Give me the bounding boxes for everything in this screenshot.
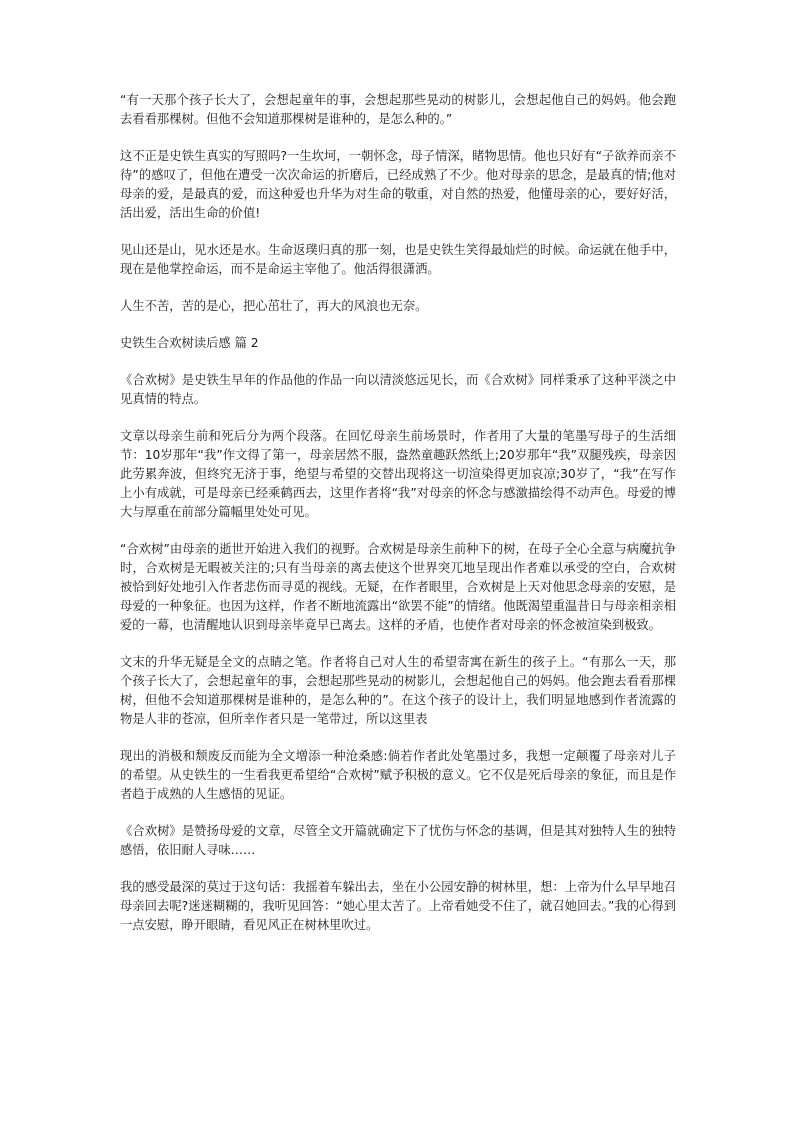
paragraph-two-sections: 文章以母亲生前和死后分为两个段落。在回忆母亲生前场景时，作者用了大量的笔墨写母子的生活细节：10岁那年“我”作文得了第一，母亲居然不服，盎然童趣跃然纸上;20岁那年“我”双腿残疾，母亲因此劳累奔波，但终究无济于事，绝望与希望的交替出现将这一切渲染得更加哀凉;30岁了，“我”在写作上小有成就，可是母亲已经乘鹤西去，这里作者将“我”对母亲的怀念与感激描绘得不动声色。母爱的博大与厚重在前部分篇幅里处处可见。 [120, 429, 676, 519]
paragraph-tree-enters-view: “合欢树”由母亲的逝世开始进入我们的视野。合欢树是母亲生前种下的树，在母子全心全意与病魔抗争时，合欢树是无暇被关注的;只有当母亲的离去使这个世界突兀地呈现出作者难以承受的空白，合欢树被恰到好处地引入作者悲伤而寻觅的视线。无疑，在作者眼里，合欢树是上天对他思念母亲的安慰，是母爱的一种象征。也因为这样，作者不断地流露出“欲罢不能”的情绪。他既渴望重温昔日与母亲相亲相爱的一幕，也清醒地认识到母亲毕竟早已离去。这样的矛盾，也使作者对母亲的怀念被渲染到极致。 [120, 542, 676, 632]
paragraph-intro-hehuanshu: 《合欢树》是史铁生早年的作品他的作品一向以清淡悠远见长，而《合欢树》同样秉承了这种平淡之中见真情的特点。 [120, 373, 676, 406]
paragraph-portrayal: 这不正是史铁生真实的写照吗?一生坎坷，一朝怀念，母子情深，睹物思情。他也只好有“子欲养而亲不待”的感叹了，但他在遭受一次次命运的折磨后，已经成熟了不少。他对母亲的思念，是最真的情;他对母亲的爱，是最真的爱，而这种爱也升华为对生命的敬重，对自然的热爱，他懂母亲的心，要好好活，活出爱，活出生命的价值! [120, 149, 676, 220]
paragraph-ending-sublimation: 文末的升华无疑是全文的点睛之笔。作者将自己对人生的希望寄寓在新生的孩子上。“有那么一天，那个孩子长大了，会想起童年的事，会想起那些晃动的树影儿，会想起他自己的妈妈。他会跑去看看那棵树，但他不会知道那棵树是谁种的，是怎么种的”。在这个孩子的设计上，我们明显地感到作者流露的物是人非的苍凉，但所幸作者只是一笔带过，所以这里表 [120, 655, 676, 726]
section-heading: 史铁生合欢树读后感 篇 2 [120, 336, 259, 350]
paragraph-mountain-water: 见山还是山，见水还是水。生命返璞归真的那一刻，也是史铁生笑得最灿烂的时候。命运就在他手中，现在是他掌控命运，而不是命运主宰他了。他活得很潇洒。 [120, 243, 676, 276]
document-page [120, 91, 676, 953]
paragraph-praise-maternal-love: 《合欢树》是赞扬母爱的文章，尽管全文开篇就确定下了忧伤与怀念的基调，但是其对独特人生的独特感悟，依旧耐人寻味…… [120, 824, 676, 857]
paragraph-life-not-bitter: 人生不苦，苦的是心，把心茁壮了，再大的风浪也无奈。 [120, 299, 428, 313]
paragraph-negative-decadence: 现出的消极和颓废反而能为全文增添一种沧桑感:倘若作者此处笔墨过多，我想一定颠覆了母亲对儿子的希望。从史铁生的一生看我更希望给“合欢树”赋予积极的意义。它不仅是死后母亲的象征，而且是作者趋于成熟的人生感悟的见证。 [120, 749, 676, 801]
paragraph-deepest-feeling: 我的感受最深的莫过于这句话：我摇着车躲出去，坐在小公园安静的树林里，想：上帝为什么早早地召母亲回去呢?迷迷糊糊的，我听见回答：“她心里太苦了。上帝看她受不住了，就召她回去。”我的心得到一点安慰，睁开眼睛，看见风正在树林里吹过。 [120, 880, 676, 932]
paragraph-quote-child: “有一天那个孩子长大了，会想起童年的事，会想起那些晃动的树影儿，会想起他自己的妈妈。他会跑去看看那棵树。但他不会知道那棵树是谁种的，是怎么种的。” [120, 93, 676, 126]
